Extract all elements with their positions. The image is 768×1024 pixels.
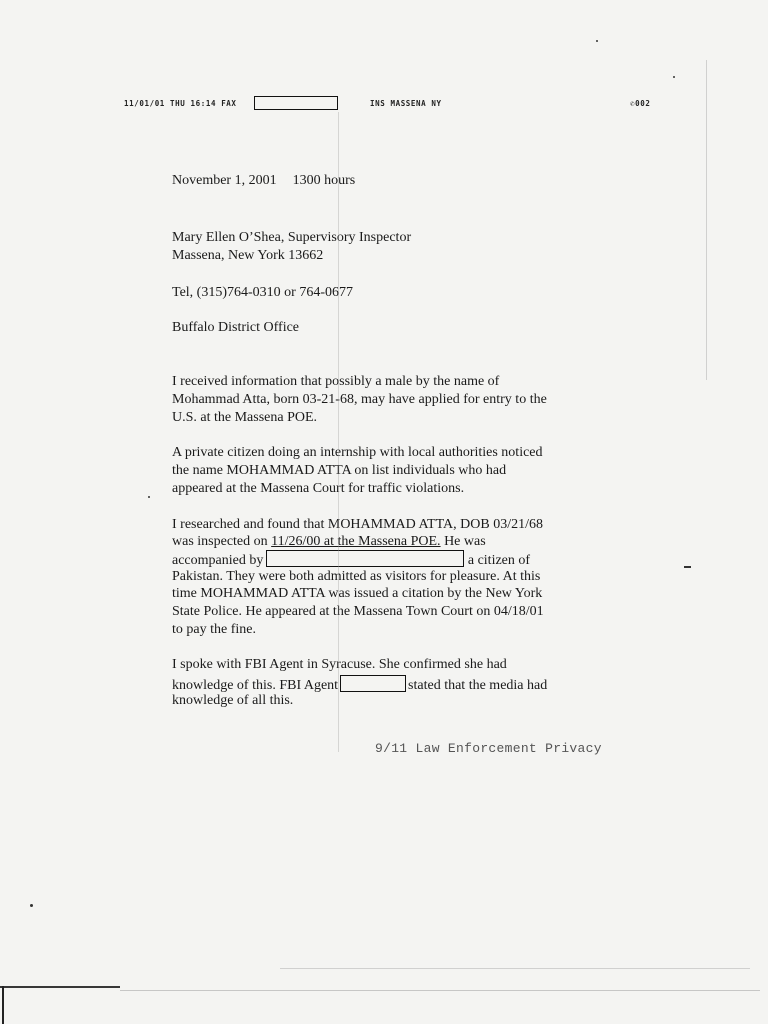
fax-datetime: 11/01/01 THU 16:14 FAX — [124, 99, 237, 108]
text-span: accompanied by — [172, 553, 264, 568]
fax-office: INS MASSENA NY — [370, 99, 442, 108]
paragraph-3-line: State Police. He appeared at the Massena Town Court on 04/18/01 — [172, 604, 544, 619]
paragraph-1-line: U.S. at the Massena POE. — [172, 410, 318, 425]
scan-speck — [148, 496, 150, 498]
scan-streak — [706, 60, 707, 380]
memo-time: 1300 hours — [292, 173, 356, 188]
redacted-fax-number — [254, 96, 338, 110]
scan-speck — [673, 76, 675, 78]
redacted-agent-name — [340, 675, 406, 692]
text-span: stated that the media had — [408, 678, 548, 693]
author-office: Buffalo District Office — [172, 320, 300, 335]
paragraph-1-line: Mohammad Atta, born 03-21-68, may have applied for entry to the — [172, 392, 547, 407]
text-span: was inspected on — [172, 534, 272, 549]
memo-dateline — [172, 172, 355, 189]
underlined-entry-date: 11/26/00 at the Massena POE. — [271, 534, 441, 549]
scan-edge-line — [0, 986, 120, 988]
scan-edge-line — [280, 968, 750, 969]
paragraph-2-line: the name MOHAMMAD ATTA on list individuals who had — [172, 463, 507, 478]
scan-speck — [596, 40, 598, 42]
paragraph-3-line — [172, 533, 486, 550]
privacy-stamp: 9/11 Law Enforcement Privacy — [375, 741, 602, 756]
paragraph-3-line: to pay the fine. — [172, 622, 256, 637]
fax-header — [124, 96, 664, 112]
fax-page-number: ✆002 — [630, 99, 651, 108]
author-location: Massena, New York 13662 — [172, 248, 324, 263]
text-span: a citizen of — [464, 553, 531, 568]
scan-edge-line — [2, 986, 4, 1024]
paragraph-4-line: knowledge of all this. — [172, 693, 294, 708]
scan-speck — [684, 566, 691, 568]
author-name: Mary Ellen O’Shea, Supervisory Inspector — [172, 230, 412, 245]
scan-speck — [30, 904, 33, 907]
memo-date: November 1, 2001 — [172, 173, 277, 188]
author-telephone: Tel, (315)764-0310 or 764-0677 — [172, 285, 353, 300]
paragraph-2-line: A private citizen doing an internship with local authorities noticed — [172, 445, 543, 460]
paragraph-3-line: time MOHAMMAD ATTA was issued a citation by the New York — [172, 586, 543, 601]
scan-streak — [338, 112, 339, 752]
paragraph-1-line: I received information that possibly a male by the name of — [172, 374, 500, 389]
paragraph-3-line: I researched and found that MOHAMMAD ATTA, DOB 03/21/68 — [172, 517, 543, 532]
scan-edge-line — [120, 990, 760, 991]
redacted-companion-name — [266, 550, 464, 567]
paragraph-3-line: Pakistan. They were both admitted as visitors for pleasure. At this — [172, 569, 541, 584]
text-span: He was — [440, 534, 486, 549]
text-span: knowledge of this. FBI Agent — [172, 678, 339, 693]
paragraph-4-line: I spoke with FBI Agent in Syracuse. She confirmed she had — [172, 657, 507, 672]
paragraph-3-line — [172, 550, 530, 569]
paragraph-2-line: appeared at the Massena Court for traffic violations. — [172, 481, 465, 496]
